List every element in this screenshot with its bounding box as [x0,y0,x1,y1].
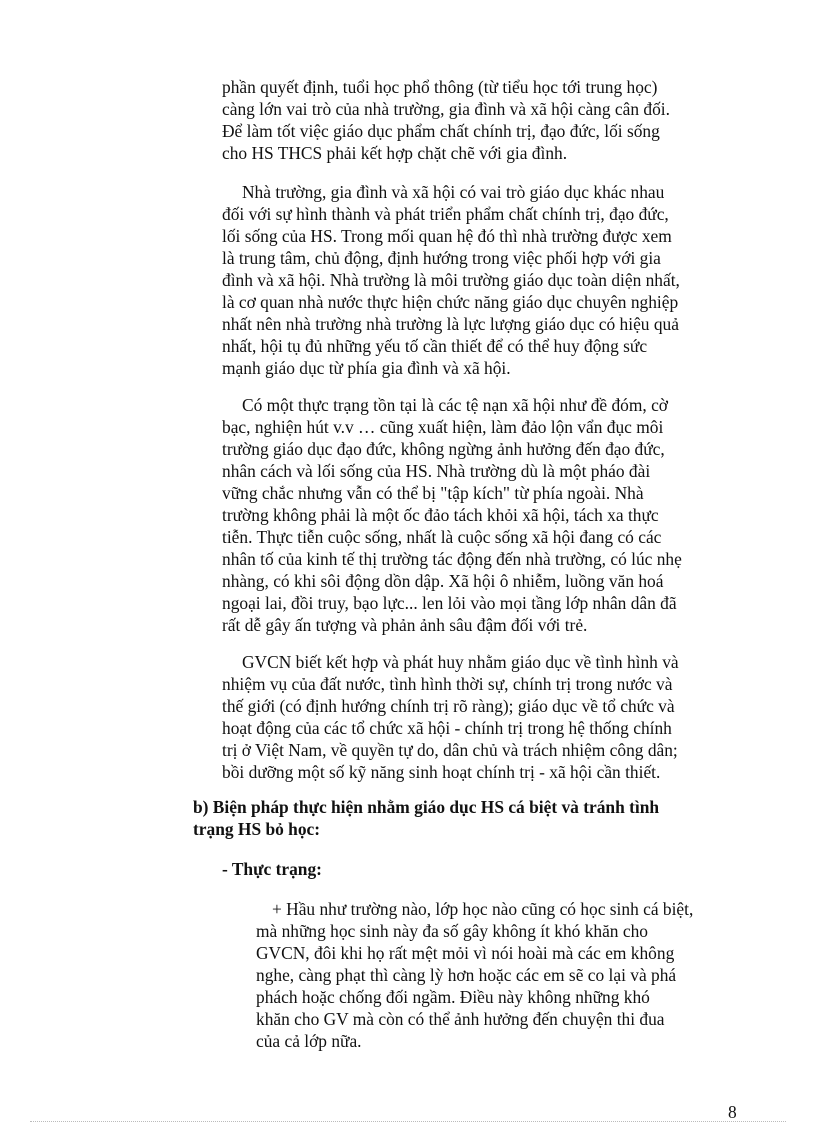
text-line: của cả lớp nữa. [256,1031,362,1051]
text-line: GVCN, đôi khi họ rất mệt mỏi vì nói hoài mà các em không [256,943,675,963]
text-line: trường không phải là một ốc đảo tách khỏi xã hội, tách xa thực [222,505,659,525]
paragraph-2 [222,181,742,379]
text-line: cho HS THCS phải kết hợp chặt chẽ với gia đình. [222,143,568,163]
text-line: ngoại lai, đồi truy, bạo lực... len lỏi vào mọi tầng lớp nhân dân đã [222,593,677,613]
bullet-paragraph [256,898,776,1052]
text-line: GVCN biết kết hợp và phát huy nhằm giáo dục về tình hình và [242,652,679,672]
text-line: đối với sự hình thành và phát triển phẩm chất chính trị, đạo đức, [222,204,669,224]
text-line: Có một thực trạng tồn tại là các tệ nạn xã hội như đề đóm, cờ [242,395,668,415]
paragraph-1 [222,76,742,164]
text-line: vững chắc nhưng vẫn có thể bị "tập kích" từ phía ngoài. Nhà [222,483,644,503]
footer-divider [30,1121,786,1122]
text-line: nhiệm vụ của đất nước, tình hình thời sự, chính trị trong nước và [222,674,673,694]
text-line: Để làm tốt việc giáo dục phẩm chất chính trị, đạo đức, lối sống [222,121,660,141]
text-line: nhân tố của kinh tế thị trường tác động đến nhà trường, có lúc nhẹ [222,549,682,569]
subheading-thuc-trang: - Thực trạng: [222,859,322,879]
heading-line: trạng HS bỏ học: [193,819,321,839]
paragraph-3 [222,394,742,636]
text-line: Nhà trường, gia đình và xã hội có vai trò giáo dục khác nhau [242,182,665,202]
text-line: hoạt động của các tổ chức xã hội - chính trị trong hệ thống chính [222,718,672,738]
text-line: là cơ quan nhà nước thực hiện chức năng giáo dục chuyên nghiệp [222,292,679,312]
page-number: 8 [728,1102,737,1122]
heading-line: b) Biện pháp thực hiện nhằm giáo dục HS cá biệt và tránh tình [193,797,660,817]
text-line: trị ở Việt Nam, về quyền tự do, dân chủ và trách nhiệm công dân; [222,740,678,760]
text-line: + Hầu như trường nào, lớp học nào cũng có học sinh cá biệt, [272,899,694,919]
text-line: rất dễ gây ấn tượng và phản ảnh sâu đậm đối với trẻ. [222,615,588,635]
text-line: mạnh giáo dục từ phía gia đình và xã hội. [222,358,511,378]
text-line: nhất nên nhà trường nhà trường là lực lượng giáo dục có hiệu quả [222,314,679,334]
text-line: thế giới (có định hướng chính trị rõ ràng); giáo dục về tổ chức và [222,696,675,716]
text-line: trường giáo dục đạo đức, không ngừng ảnh hưởng đến đạo đức, [222,439,665,459]
text-line: bồi dưỡng một số kỹ năng sinh hoạt chính trị - xã hội cần thiết. [222,762,661,782]
text-line: phách hoặc chống đối ngầm. Điều này không những khó [256,987,650,1007]
text-line: tiễn. Thực tiễn cuộc sống, nhất là cuộc sống xã hội đang có các [222,527,662,547]
text-line: là trung tâm, chủ động, định hướng trong việc phối hợp với gia [222,248,661,268]
text-line: nhàng, có khi sôi động dồn dập. Xã hội ô nhiễm, luồng văn hoá [222,571,664,591]
text-line: lối sống của HS. Trong mối quan hệ đó thì nhà trường được xem [222,226,672,246]
text-line: càng lớn vai trò của nhà trường, gia đình và xã hội càng cân đối. [222,99,670,119]
text-line: đình và xã hội. Nhà trường là môi trường giáo dục toàn diện nhất, [222,270,680,290]
text-line: bạc, nghiện hút v.v … cũng xuất hiện, làm đảo lộn vẩn đục môi [222,417,664,437]
text-line: nhân cách và lối sống của HS. Nhà trường dù là một pháo đài [222,461,651,481]
text-line: phần quyết định, tuổi học phổ thông (từ tiểu học tới trung học) [222,77,658,97]
section-b-heading [193,796,753,840]
text-line: nghe, càng phạt thì càng lỳ hơn hoặc các em sẽ co lại và phá [256,965,677,985]
paragraph-4 [222,651,742,783]
text-line: nhất, hội tụ đủ những yếu tố cần thiết để có thể huy động sức [222,336,648,356]
text-line: mà những học sinh này đa số gây không ít khó khăn cho [256,921,648,941]
text-line: khăn cho GV mà còn có thể ảnh hưởng đến chuyện thi đua [256,1009,665,1029]
